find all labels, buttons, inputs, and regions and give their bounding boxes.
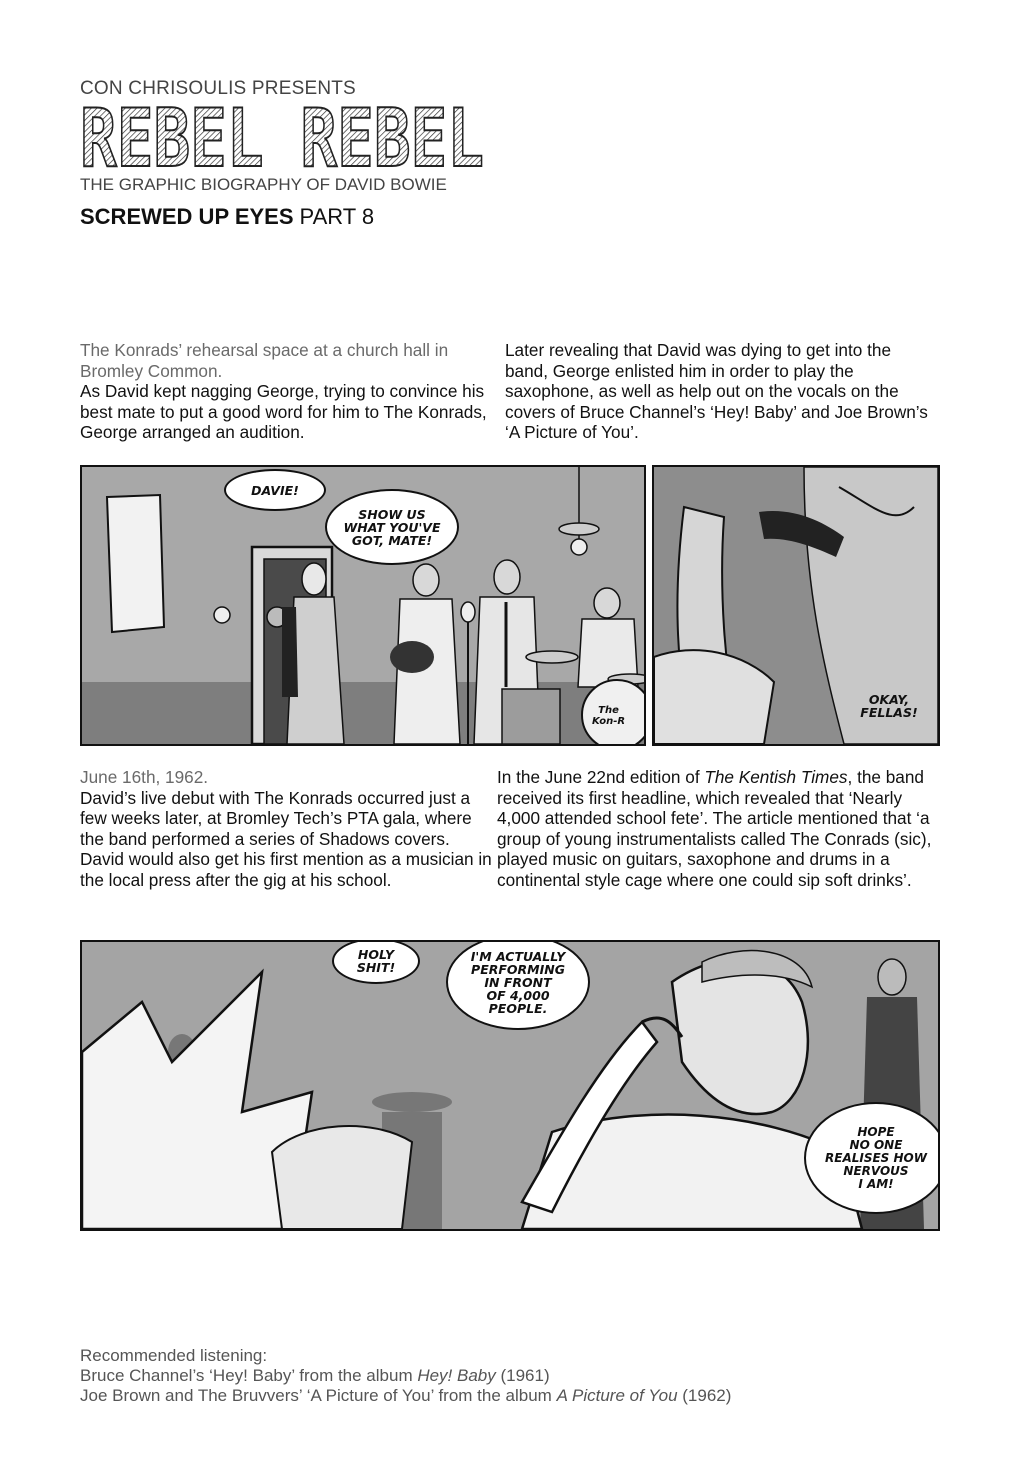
speech-bubble-show-us: SHOW US WHAT YOU'VE GOT, MATE!	[325, 489, 459, 565]
subtitle: THE GRAPHIC BIOGRAPHY OF DAVID BOWIE	[80, 175, 447, 194]
panel-performance	[80, 940, 940, 1231]
episode-title	[80, 204, 374, 230]
recommended-line-2	[80, 1386, 731, 1406]
panel-rehearsal	[80, 465, 646, 746]
text-block-2	[505, 340, 935, 443]
drum-logo-text: The Kon-R	[592, 705, 626, 727]
speech-bubble-davie: DAVIE!	[224, 469, 326, 511]
speech-performing: I'M ACTUALLY PERFORMING IN FRONT OF 4,000 PEOPLE.	[446, 940, 590, 1030]
comic-title-text: REBEL REBEL	[80, 104, 484, 174]
rec1-album: Hey! Baby	[417, 1366, 496, 1385]
rec1-song: Bruce Channel’s ‘Hey! Baby’ from the album	[80, 1366, 418, 1385]
episode-part: PART 8	[299, 204, 375, 229]
rec2-album: A Picture of You	[556, 1386, 678, 1405]
comic-title	[78, 104, 488, 174]
body-kentish-post: , the band received its first headline, which revealed that ‘Nearly 4,000 attended school fete’. The article mentioned that ‘a group of young instrumentalists called The Conrads (sic), played music on guitars, saxophone and drums in a continental style cage where one could sip soft drinks’.	[497, 767, 932, 890]
episode-name: SCREWED UP EYES	[80, 204, 294, 229]
rec2-song: Joe Brown and The Bruvvers’ ‘A Picture of You’ from the album	[80, 1386, 557, 1405]
text-block-4	[497, 767, 937, 891]
speech-hope-no-one: HOPE NO ONE REALISES HOW NERVOUS I AM!	[804, 1102, 940, 1214]
body-kentish-pre: In the June 22nd edition of	[497, 767, 705, 787]
recommended-heading: Recommended listening:	[80, 1346, 268, 1365]
rec2-year: (1962)	[677, 1386, 732, 1405]
panel-sax-closeup	[652, 465, 940, 746]
text-block-1	[80, 340, 492, 443]
text-block-3	[80, 767, 492, 891]
caption-date: June 16th, 1962.	[80, 767, 209, 787]
recommended-line-1	[80, 1366, 550, 1386]
rec1-year: (1961)	[495, 1366, 550, 1385]
body-saxophone: Later revealing that David was dying to get into the band, George enlisted him in order to play the saxophone, as well as help out on the vocals on the covers of Bruce Channel’s ‘Hey! Baby’ and Joe Brown’s ‘A Picture of You’.	[505, 340, 928, 443]
body-live-debut: David’s live debut with The Konrads occurred just a few weeks later, at Bromley Tech’s PTA gala, where the band performed a series of Shadows covers. David would also get his first mention as a musician in the local press after the gig at his school.	[80, 787, 492, 890]
body-audition: As David kept nagging George, trying to convince his best mate to put a good word for him to The Konrads, George arranged an audition.	[80, 381, 487, 443]
speech-okay-fellas: OKAY, FELLAS!	[860, 692, 918, 720]
body-kentish-paper: The Kentish Times	[704, 767, 848, 787]
speech-holy-shit: HOLY SHIT!	[332, 940, 420, 984]
caption-rehearsal: The Konrads’ rehearsal space at a church hall in Bromley Common.	[80, 340, 449, 381]
presents-line: CON CHRISOULIS PRESENTS	[80, 78, 356, 99]
